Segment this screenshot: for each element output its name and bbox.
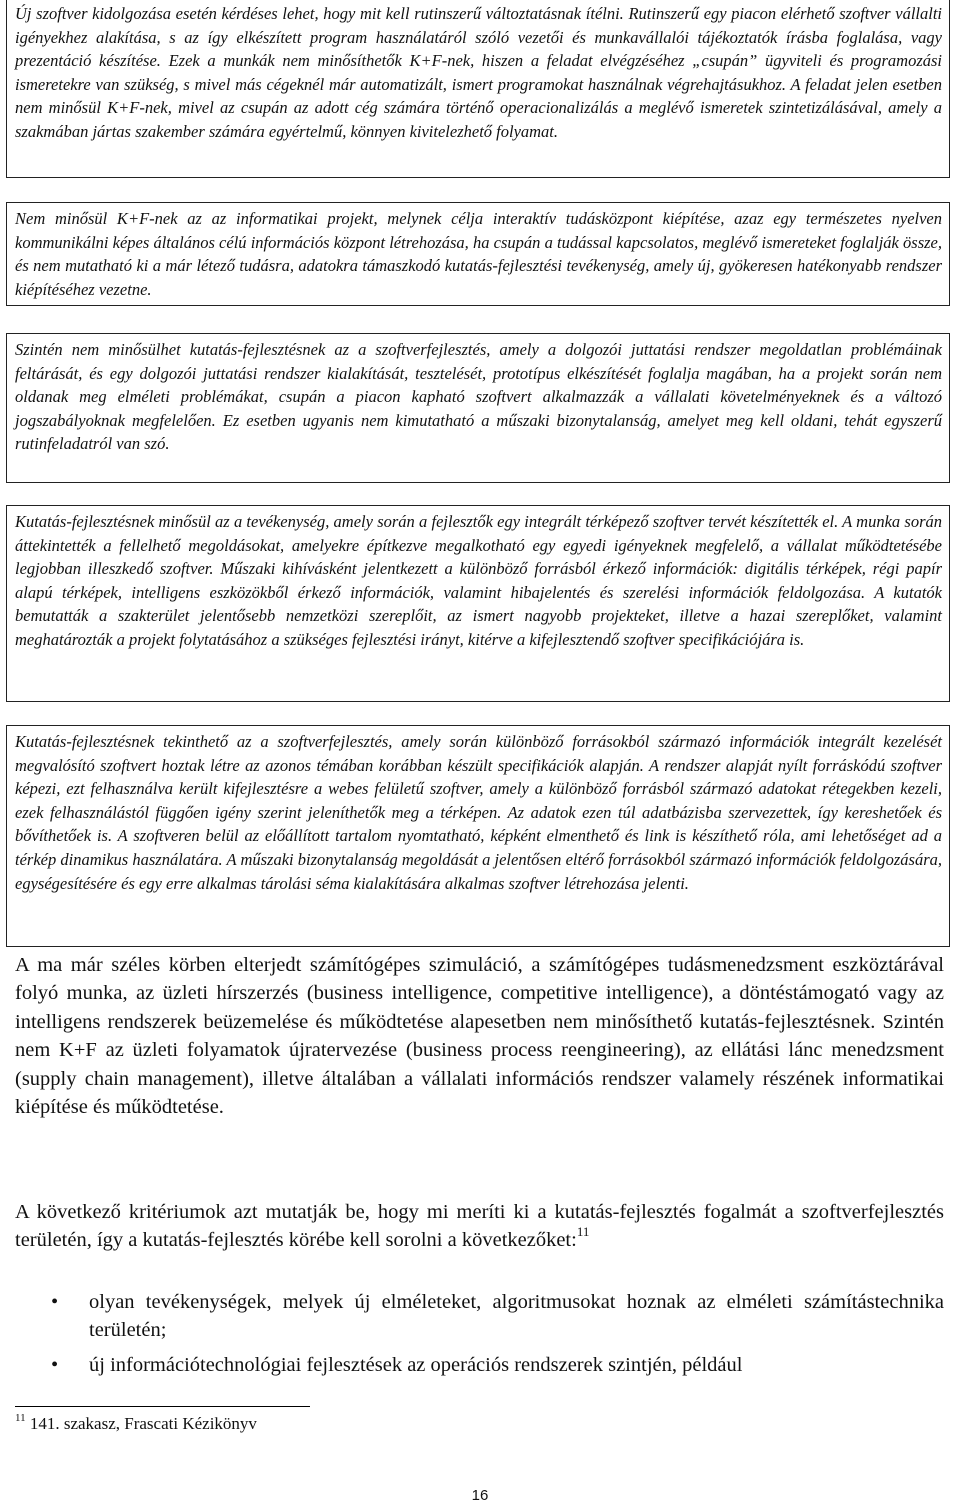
footnote-text: 141. szakasz, Frascati Kézikönyv [25, 1414, 257, 1433]
list-item-text: új információtechnológiai fejlesztések az operációs rendszerek szintjén, például [89, 1353, 743, 1376]
list-item [15, 1288, 944, 1345]
bullet-icon: • [51, 1291, 59, 1313]
criteria-intro-text: A következő kritériumok azt mutatják be, hogy mi meríti ki a kutatás-fejlesztés fogalmát a szoftverfejlesztés területén, így a kutatás-fejlesztés körébe kell sorolni a következőket: [15, 1201, 944, 1252]
footnote-reference: 11 [576, 1224, 590, 1240]
footnote-number: 11 [15, 1412, 26, 1424]
bullet-icon: • [51, 1353, 59, 1376]
example-box-benefit-system: Szintén nem minősülhet kutatás-fejlesztésnek az a szoftverfejlesztés, amely a dolgozói juttatási rendszer megoldatlan problémáinak feltárását, és egy dolgozói juttatási rendszer kialakítását, tesztelését, prototípus elkészítését foglalja magában, ha a projekt során nem oldanak meg elméleti problémákat, csupán a piacon kapható szoftvert alkalmazzák a vállalati követelményeknek és a változó jogszabályoknak megfelelően. Ez esetben ugyanis nem kimutatható a műszaki bizonytalanság, amelyet meg kell oldani, tehát egyszerű rutinfeladatról van szó. [6, 333, 950, 483]
paragraph-criteria-intro [15, 1198, 944, 1255]
paragraph-simulation: A ma már széles körben elterjedt számítógépes szimuláció, a számítógépes tudásmenedzsment eszköztárával folyó munka, az üzleti hírszerzés (business intelligence, competitive intelligence), a döntéstámogató vagy az intelligens rendszerek beüzemelése és működtetése alapesetben nem minősíthető kutatás-fejlesztésnek. Szintén nem K+F az üzleti folyamatok újratervezése (business process reengineering), az ellátási lánc menedzsment (supply chain management), illetve általában a vállalati információs rendszer valamely részének informatikai kiépítése és működtetése. [15, 954, 944, 1119]
footnote-separator [15, 1406, 310, 1407]
footnote [15, 1413, 257, 1435]
page-number: 16 [471, 1487, 489, 1504]
example-box-integrated-mapping-software: Kutatás-fejlesztésnek tekinthető az a szoftverfejlesztés, amely során különböző forrásokból származó információk integrált kezelését megvalósító szoftvert hoztak létre az azonos témában korábban készült specifikációk alapján. A rendszer alapját nyílt forráskódú szoftver képezi, ezt felhasználva került kifejlesztésre a webes felületű szoftver, amely a különböző forrásból származó adatokat rétegekben kezeli, ezek felhasználástól függően igény szerint jeleníthetők meg a térképen. Az adatok ezen túl adatbázisba szervezettek, így kereshetőek és bővíthetőek is. A szoftveren belül az előállított tartalom nyomtatható, képként elmenthető és link is készíthető róla, ami lehetőséget ad a térkép dinamikus használatára. A műszaki bizonytalanság megoldását a jelentősen eltérő forrásokból származó információk feldolgozására, egységesítésére és egy erre alkalmas tárolási séma kialakítására alkalmas szoftver létrehozása jelenti. [6, 725, 950, 947]
list-item [15, 1351, 944, 1379]
list-item-text: olyan tevékenységek, melyek új elméleteket, algoritmusokat hoznak az elméleti számítástechnika területén; [89, 1291, 944, 1342]
example-box-mapping-software-plan: Kutatás-fejlesztésnek minősül az a tevékenység, amely során a fejlesztők egy integrált térképező szoftver tervét készítették el. A munka során áttekintették a fellelhető megoldásokat, amelyekre építkezve megalkotható egy egyedi igényeknek megfelelő, a vállalat működtetésébe legjobban illeszkedő szoftver. Műszaki kihívásként jelentkezett a különböző forrásból érkező információk: digitális térképek, régi papír alapú térképek, intelligens eszközökből érkező információk, valamint hibajelentés és szerelési információk feldolgozása. A kutatók bemutatták a szakterület jelentősebb nemzetközi szereplőit, az ismert nagyobb projekteket, illetve a hazai szereplőket, valamint meghatározták a projekt folytatásához a szükséges fejlesztési irányt, kitérve a kifejlesztendő szoftver specifikációjára is. [6, 505, 950, 702]
example-box-routine-software: Új szoftver kidolgozása esetén kérdéses lehet, hogy mit kell rutinszerű változtatásnak ítélni. Rutinszerű egy piacon elérhető szoftver vállalti igényekhez alakítása, s az így elkészített program használatáról szóló vezetői és munkavállalói tájékoztatók írásba foglalása, vagy prezentáció készítése. Ezek a munkák nem minősíthetők K+F-nek, hiszen a feladat elvégzéséhez „csupán” ügyviteli és programozási ismeretekre van szükség, s mivel más cégeknél már automatizált, ismert programokat használnak végrehajtásukhoz. A feladat jelen esetben nem minősül K+F-nek, mivel az csupán az adott cég számára történő operacionalizálás a meglévő ismeretek szintetizálásával, amely a szakmában jártas szakember számára egyértelmű, könnyen kivitelezhető folyamat. [6, 0, 950, 178]
example-box-knowledge-center: Nem minősül K+F-nek az az informatikai projekt, melynek célja interaktív tudásközpont kiépítése, azaz egy természetes nyelven kommunikálni képes általános célú információs központ létrehozása, ha csupán a tudással kapcsolatos, meglévő ismereteket foglalják össze, és nem mutatható ki a már létező tudásra, adatokra támaszkodó kutatás-fejlesztési tevékenység, amely új, gyökeresen hatékonyabb rendszer kiépítéséhez vezetne. [6, 202, 950, 306]
criteria-list [15, 1288, 944, 1385]
